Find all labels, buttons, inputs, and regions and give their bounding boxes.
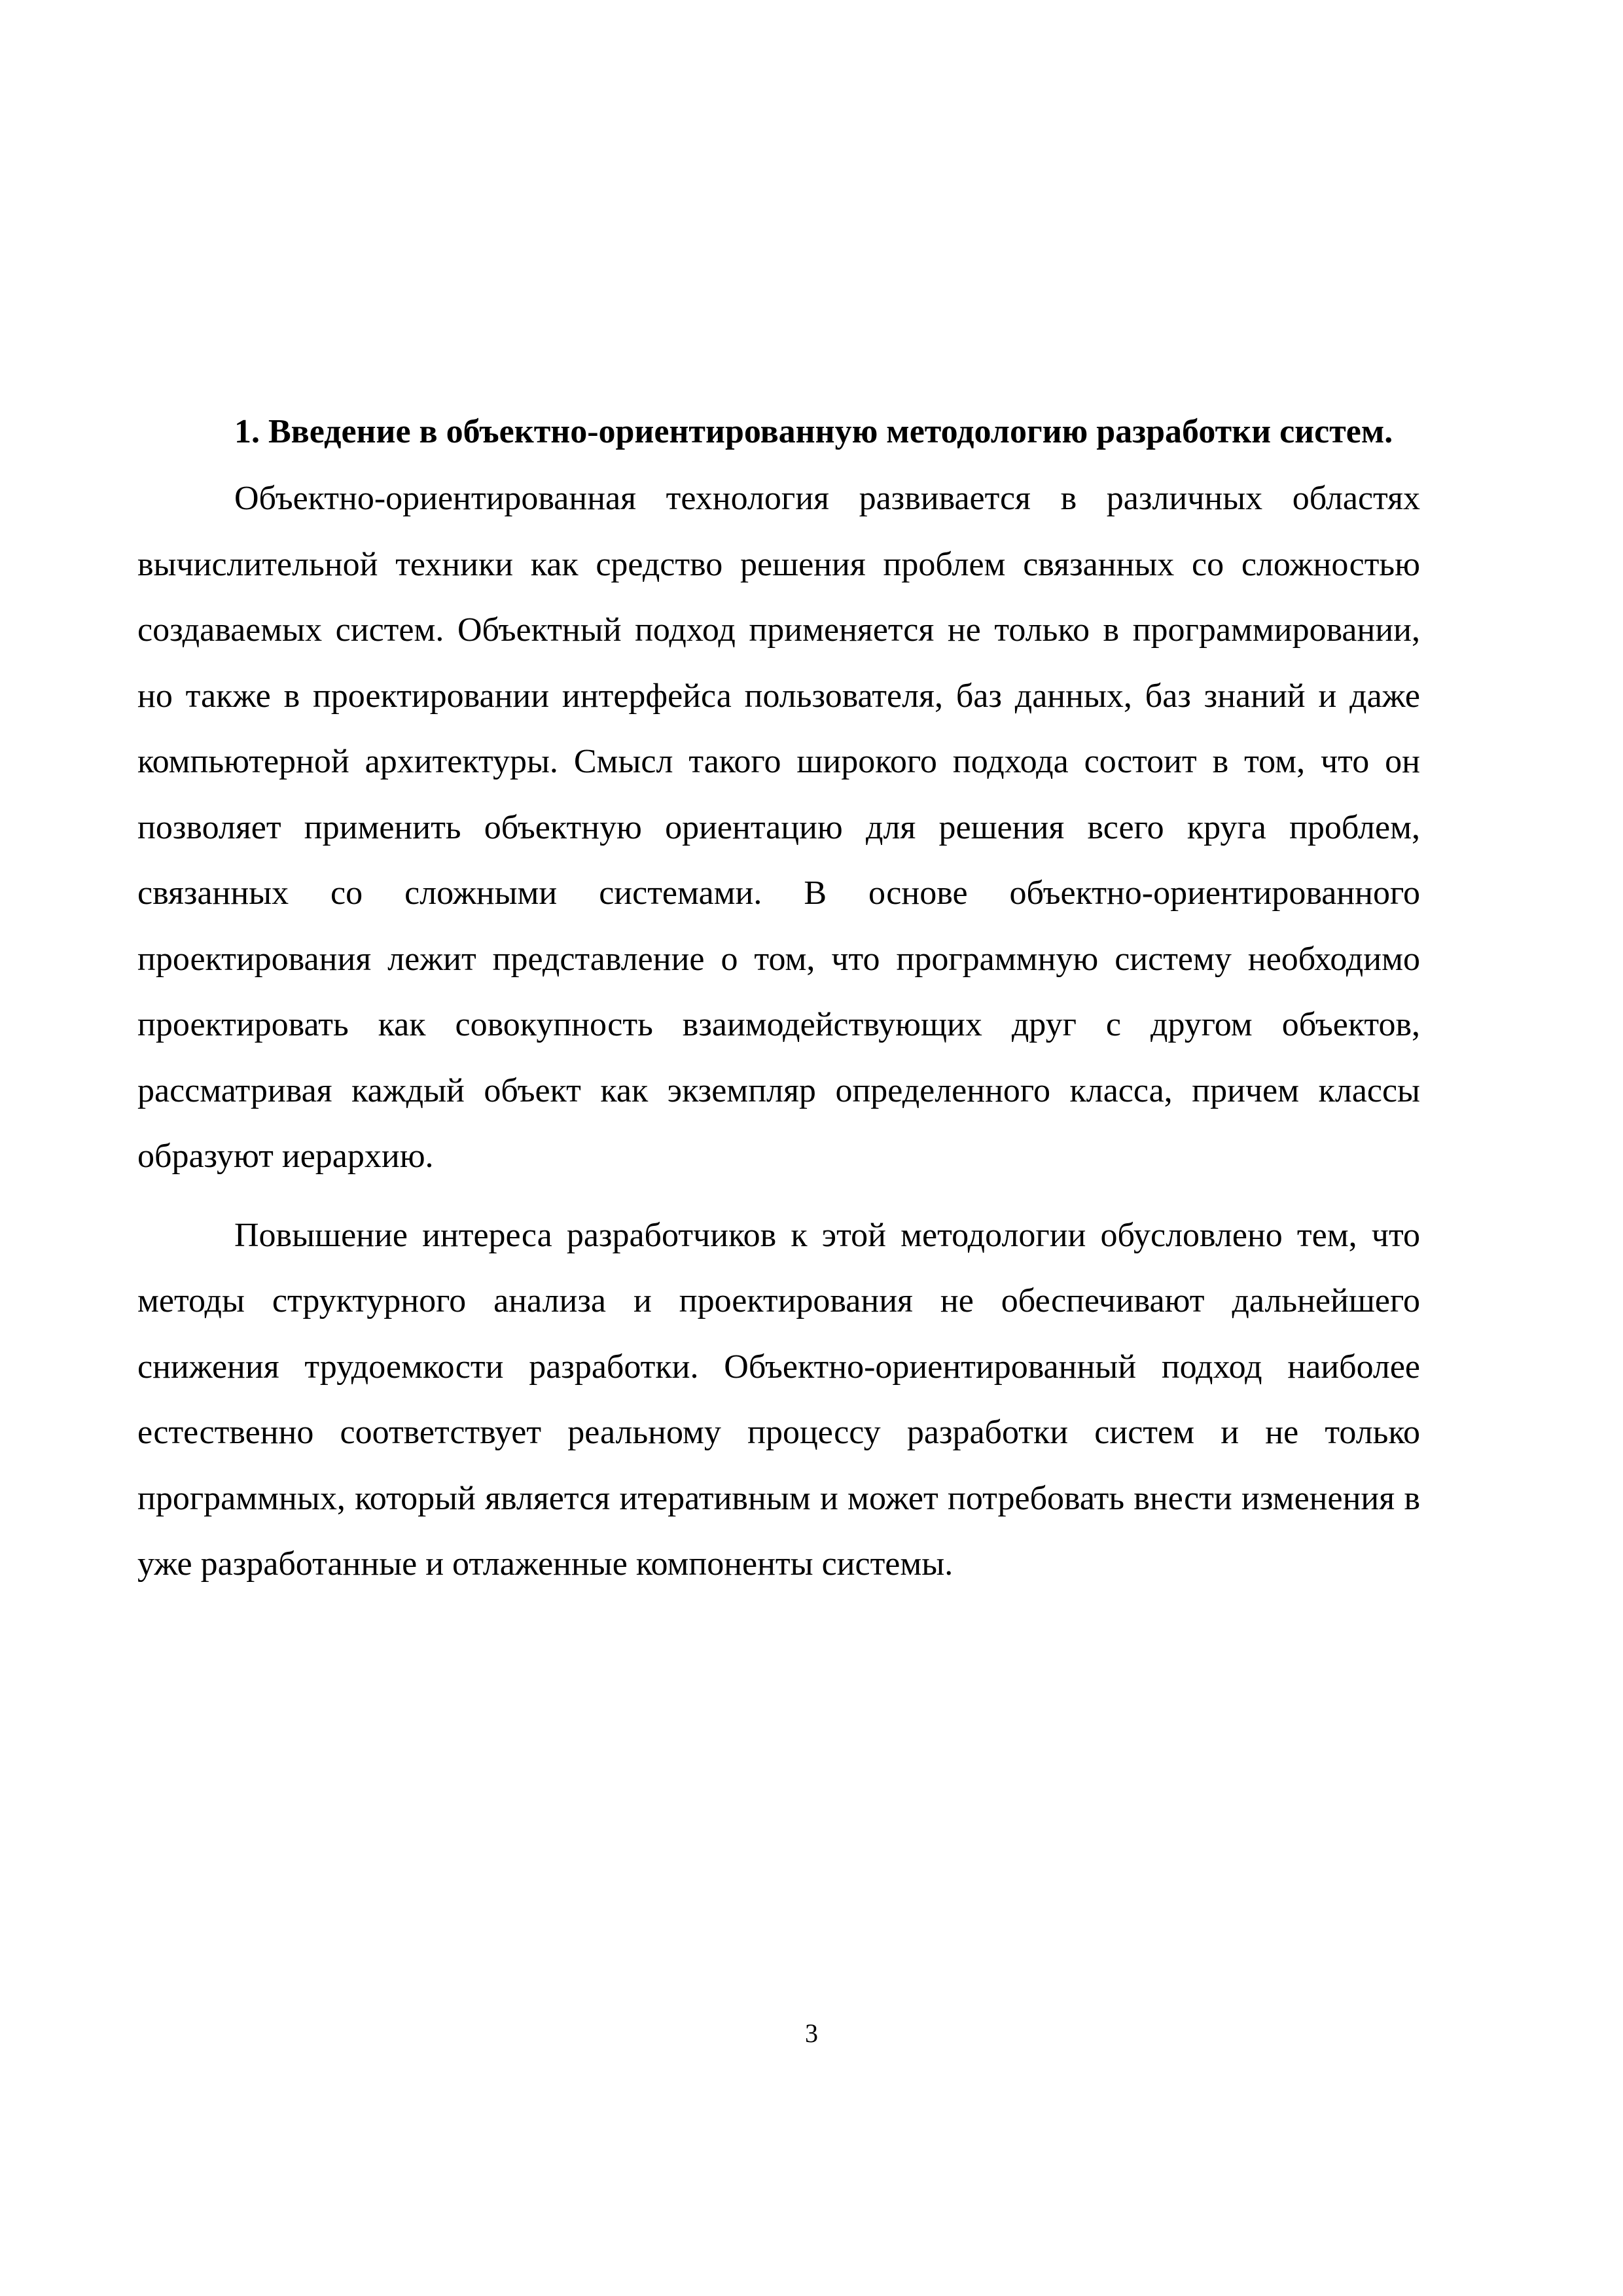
page-number: 3	[805, 2018, 818, 2048]
paragraph-1: Объектно-ориентированная технология развивается в различных областях вычислительной техники как средство решения проблем связанных со сложностью создаваемых систем. Объектный подход применяется не только в программировании, но также в проектировании интерфейса пользователя, баз данных, баз знаний и даже компьютерной архитектуры. Смысл такого широкого подхода состоит в том, что он позволяет применить объектную ориентацию для решения всего круга проблем, связанных со сложными системами. В основе объектно-ориентированного проектирования лежит представление о том, что программную систему необходимо проектировать как совокупность взаимодействующих друг с другом объектов, рассматривая каждый объект как экземпляр определенного класса, причем классы образуют иерархию.	[137, 480, 1420, 1175]
section-heading: 1. Введение в объектно-ориентированную методологию разработки систем.	[234, 413, 1393, 450]
page-content	[137, 399, 1420, 1598]
paragraph-2: Повышение интереса разработчиков к этой методологии обусловлено тем, что методы структурного анализа и проектирования не обеспечивают дальнейшего снижения трудоемкости разработки. Объектно-ориентированный подход наиболее естественно соответствует реальному процессу разработки систем и не только программных, который является итеративным и может потребовать внести изменения в уже разработанные и отлаженные компоненты системы.	[137, 1216, 1420, 1583]
